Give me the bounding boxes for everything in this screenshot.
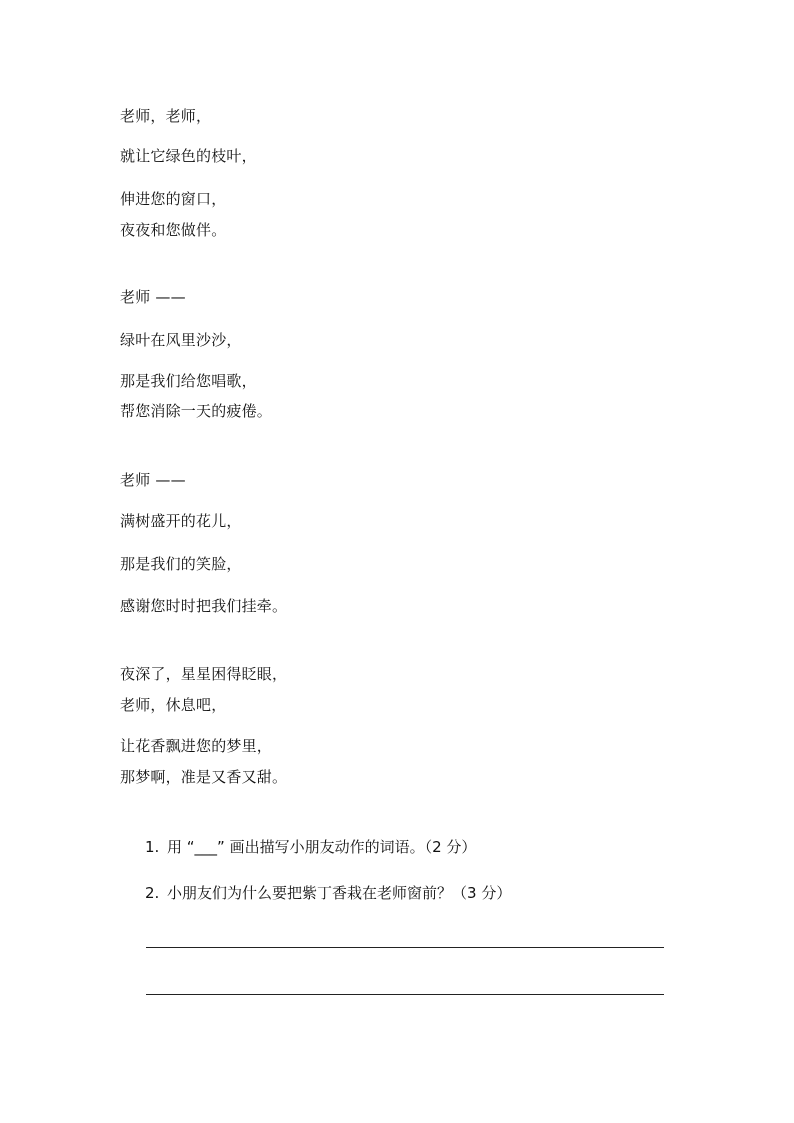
poem-line: 那是我们的笑脸， [120,555,242,573]
poem-line: 老师，老师， [120,107,212,125]
poem-line: 老师 —— [120,288,186,306]
question-1 [145,837,476,857]
poem-line: 就让它绿色的枝叶， [120,147,257,165]
answer-line[interactable] [146,994,664,995]
question-number: 1. [145,838,160,856]
poem-line: 感谢您时时把我们挂牵。 [120,597,288,615]
question-2 [145,883,511,903]
poem-line: 那是我们给您唱歌， [120,372,257,390]
poem-line: 让花香飘进您的梦里， [120,737,273,755]
question-text: 用 “___” 画出描写小朋友动作的词语。（2 分） [167,838,477,856]
answer-line[interactable] [146,947,664,948]
poem-line: 满树盛开的花儿， [120,512,242,530]
poem-line: 老师，休息吧， [120,696,227,714]
poem-line: 伸进您的窗口， [120,190,227,208]
question-number: 2. [145,884,160,902]
poem-line: 帮您消除一天的疲倦。 [120,402,273,420]
poem-line: 夜深了，星星困得眨眼， [120,665,288,683]
poem-line: 夜夜和您做伴。 [120,221,227,239]
poem-line: 那梦啊，准是又香又甜。 [120,768,288,786]
poem-line: 绿叶在风里沙沙， [120,331,242,349]
poem-line: 老师 —— [120,471,186,489]
question-text: 小朋友们为什么要把紫丁香栽在老师窗前？（3 分） [167,884,512,902]
